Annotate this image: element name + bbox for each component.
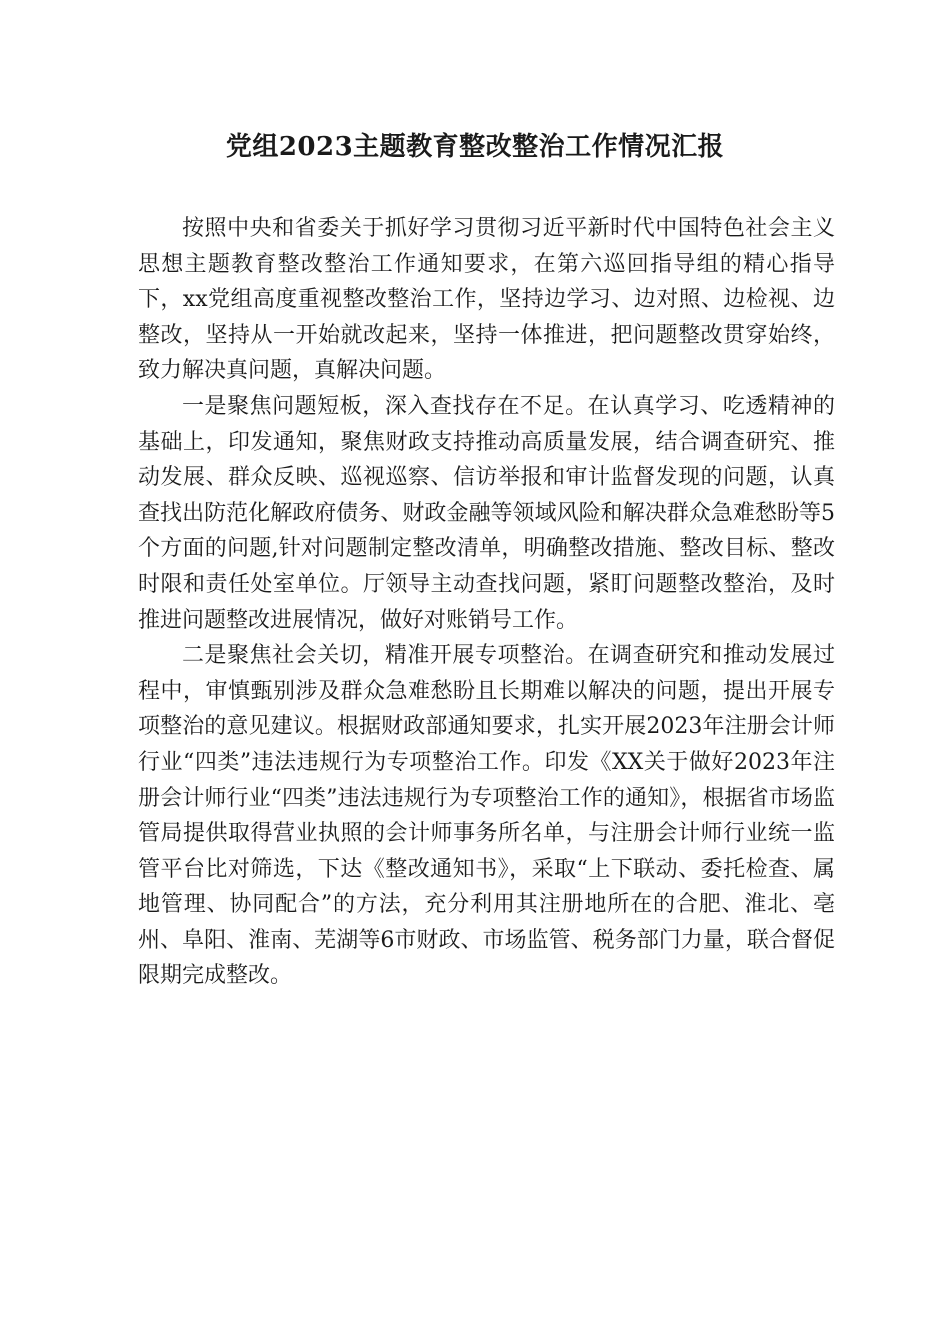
- paragraph-point-two: 二是聚焦社会关切，精准开展专项整治。在调查研究和推动发展过程中，审慎甄别涉及群众急难愁盼且长期难以解决的问题，提出开展专项整治的意见建议。根据财政部通知要求，扎实开展2023年注册会计师行业“四类”违法违规行为专项整治工作。印发《XX关于做好2023年注册会计师行业“四类”违法违规行为专项整治工作的通知》，根据省市场监管局提供取得营业执照的会计师事务所名单，与注册会计师行业统一监管平台比对筛选，下达《整改通知书》，采取“上下联动、委托检查、属地管理、协同配合”的方法，充分利用其注册地所在的合肥、淮北、亳州、阜阳、淮南、芜湖等6市财政、市场监管、税务部门力量，联合督促限期完成整改。: [138, 643, 835, 989]
- document-title: 党组2023主题教育整改整治工作情况汇报: [225, 132, 725, 162]
- paragraph-point-one: 一是聚焦问题短板，深入查找存在不足。在认真学习、吃透精神的基础上，印发通知，聚焦财政支持推动高质量发展，结合调查研究、推动发展、群众反映、巡视巡察、信访举报和审计监督发现的问题，认真查找出防范化解政府债务、财政金融等领域风险和解决群众急难愁盼等5个方面的问题,针对问题制定整改清单，明确整改措施、整改目标、整改时限和责任处室单位。厅领导主动查找问题，紧盯问题整改整治，及时推进问题整改进展情况，做好对账销号工作。: [138, 393, 835, 633]
- document-body: [138, 211, 835, 994]
- paragraph-intro: 按照中央和省委关于抓好学习贯彻习近平新时代中国特色社会主义思想主题教育整改整治工作通知要求，在第六巡回指导组的精心指导下，xx党组高度重视整改整治工作，坚持边学习、边对照、边检视、边整改，坚持从一开始就改起来，坚持一体推进，把问题整改贯穿始终，致力解决真问题，真解决问题。: [138, 216, 835, 384]
